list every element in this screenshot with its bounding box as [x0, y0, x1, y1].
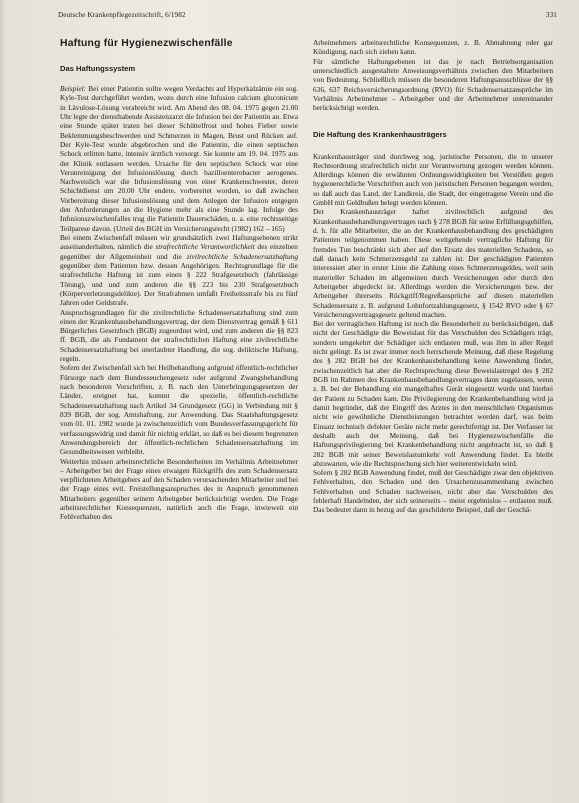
paragraph-continuation: Arbeitnehmers arbeitsrechtliche Konsequenzen, z. B. Abmahnung oder gar Kündigung, nach sich ziehen kann. — [313, 38, 553, 57]
emphasis-strafrechtlich: strafrechtliche Verantwortlichkeit — [155, 242, 255, 252]
left-column — [60, 38, 298, 522]
paragraph-beweislast: Bei der vertraglichen Haftung ist noch die Besonderheit zu berücksichtigen, daß nicht der Geschädigte die Beweislast für das Verschulden des Schädigers trägt, sondern umgekehrt der Schädiger sich entlasten muß, was ihm in aller Regel nicht gelingt. Es ist zwar immer noch herrschende Meinung, daß diese Regelung des § 282 BGB bei der Krankenhausbehandlung keine Anwendung findet, zwischenzeitlich hat aber die Rechtsprechung diese Beweislastregel des § 282 BGB im Rahmen des Krankenhausbehandlungsvertrages dann zugelassen, wenn z. B. bei der Behandlung ein mangelhaftes Gerät eingesetzt wurde und hierbei der Patient zu Schaden kam. Die Privilegierung der Krankenbehandlung wird ja damit begründet, daß der Eingriff des Arztes in den menschlichen Organismus nicht wie gewöhnliche Dienstleistungen betrachtet werden darf, was beim Einsatz technisch defekter Geräte nicht mehr gerechtfertigt ist. Der Verfasser ist deshalb auch der Meinung, daß bei Hygienezwischenfälle die Haftungsprivilegierung bei Krankenbehandlung nicht angebracht ist, so daß § 282 BGB mit seiner Beweislastumkehr voll Anwendung findet. Es bleibt abzuwarten, wie die Rechtsprechung sich hier weiterentwickeln wird. — [313, 319, 553, 468]
emphasis-zivilrechtlich: zivilrechtliche Schadenersatzhaftung — [186, 251, 298, 261]
text-run: gegenüber dem Patienten bzw. dessen Angehörigen. Rechtsgrundlage für die strafrechtliche Haftung ist zum einen § 222 Strafgesetzbuch (fahrlässige Tötung), und und zum anderen die §§ 223 bis 230 Strafgesetzbuch (Körperverletzungsdelikte). Der Strafrahmen umfaßt Freiheitsstrafe bis zu fünf Jahren oder Geldstrafe. — [60, 260, 298, 308]
paragraph-haftungsebenen — [60, 233, 298, 308]
page-edge-shadow — [0, 0, 6, 803]
paragraph-paragraph-282: Sofern § 282 BGB Anwendung findet, muß der Geschädigte zwar den objektiven Fehlverhalten, den Schaden und den Ursachenzusammenhang zwischen Fehlverhalten und Schaden nachweisen, nicht aber das Verschulden des fehlerhaft Handelnden, der sich seinerseits – meist ergebnislos – entlasten muß. Das bedeutet dann in bezug auf das geschilderte Beispiel, daß der Geschä- — [313, 468, 553, 515]
page-number: 331 — [545, 11, 557, 19]
section-heading-haftungssystem: Das Haftungssystem — [60, 64, 136, 73]
paragraph-vertragliche-haftung: Der Krankenhausträger haftet zivilrechtlich aufgrund des Krankenhausbehandlungsvertrages nach § 278 BGB für seine Erfüllungsgehilfen, d. h. für alle Mitarbeiter, die an der Krankenhausbehandlung des geschädigten Patienten teilgenommen haben. Diese weitgehende vertragliche Haftung für fremdes Tun beschränkt sich aber auf den Ersatz des materiellen Schadens, so daß danach kein Schmerzensgeld zu zahlen ist. Der geschädigten Patienten interessiert aber in erster Linie die Zahlung eines Schmerzensgeldes, weil sein materieller Schaden im allgemeinen durch Versicherungen oder durch den Arbeitgeber abgedeckt ist. Allerdings werden die Versicherungen bzw. der Arbeitgeber ihrerseits Rückgriff/Regreßansprüche auf diesen materiellen Schadensersatz z. B. aufgrund Lohnfortzahlungsgesetz, § 1542 RVO oder § 67 Versicherungsvertragsgesetz geltend machen. — [313, 207, 553, 319]
text-run: Bei einem Zwischenfall müssen wir grundsätzlich zwei Haftungsebenen strikt auseinanderhalten, nämlich die — [60, 233, 298, 252]
article-title: Haftung für Hygienezwischenfälle — [60, 38, 233, 49]
example-lead: Beispiel: — [60, 84, 87, 93]
section-heading-krankenhaustraeger: Die Haftung des Krankenhausträgers — [313, 129, 447, 139]
text-run: des einzelnen gegenüber der Allgemeinheit und die — [60, 242, 298, 261]
paragraph-haftungsebenen-2: Für sämtliche Haftungsebenen ist das je nach Betriebsorganisation unterschiedlich ausgestaltete Anweisungsverhältnis zwischen den Mitarbeitern von Bedeutung. Schließlich müssen die besonderen Haftungsausschlüsse der §§ 636, 637 Reichsversicherungsordnung (RVO) für Schadensersatzansprüche im Verhältnis Arbeitnehmer – Arbeitgeber und der Arbeitnehmer untereinander berücksichtigt werden. — [313, 56, 553, 113]
paragraph-anspruchsgrundlagen: Anspruchsgrundlagen für die zivilrechtliche Schadensersatzhaftung sind zum einen der Krankenhausbehandlungsvertrag, der dem Dienstvertrag gemäß § 611 Bürgerliches Gesetzbuch (BGB) zugeordnet wird, und zum anderen die §§ 823 ff. BGB, die als Fundament der strafrechtlichen Haftung eine zivilrechtliche Schadensersatzhaftung bei unerlaubter Handlung, die sog. deliktische Haftung, regeln. — [60, 307, 298, 364]
right-column — [313, 38, 553, 515]
paragraph-arbeitsrecht: Weiterhin müssen arbeitsrechtliche Besonderheiten im Verhältnis Arbeitnehmer – Arbeitgeber bei der Frage eines etwaigen Rückgriffs des zum Schadensersatz verpflichteten Arbeitgebers auf den Schaden verursachenden Mitarbeiter und bei der Frage eines evtl. Freistellungsanspruches des in Anspruch genommenen Mitarbeiters gegenüber seinem Arbeitgeber berücksichtigt werden. Die Frage arbeitsrechtlicher Konsequenzen, natürlich auch die Frage, inwieweit ein Fehlverhalten des — [60, 456, 298, 522]
paragraph-amtshaftung: Sofern der Zwischenfall sich bei Heilbehandlung aufgrund öffentlich-rechtlicher Fürsorge nach dem Bundesseuchengesetz oder aufgrund Zwangsbehandlung nach besonderen Vorschriften, z. B. nach den Unterbringungsgesetzen der Länder, ereignet hat, kommt die spezielle, öffentlich-rechtliche Schadensersatzhaftung nach Artikel 34 Grundgesetz (GG) in Verbindung mit § 839 BGB, der sog. Amtshaftung, zur Anwendung. Das Staatshaftungsgesetz vom 01. 01. 1982 wurde ja zwischenzeitlich vom Bundesverfassungsgericht für verfassungswidrig und damit für nichtig erklärt, so daß es bei diesem begrenzten Anwendungsbereich der öffentlich-rechtlichen Schadensersatzhaftung im Gesundheitswesen verbleibt. — [60, 363, 298, 457]
journal-name: Deutsche Krankenpflegezeitschrift, 6/1982 — [58, 11, 186, 19]
paragraph-juristische-personen: Krankenhausträger sind durchweg sog. juristische Personen, die in unserer Rechtsordnung strafrechtlich nicht zur Verantwortung gezogen werden können. Allerdings können die erwähnten Ordnungswidrigkeiten bei Verstößen gegen hygienerechtliche Vorschriften auch von juristischen Personen begangen werden, so daß auch das Land, der Landkreis, die Stadt, der eingetragene Verein und die GmbH mit Geldbußen belegt werden können. — [313, 151, 553, 208]
paragraph-example — [60, 84, 298, 233]
example-text: Bei einer Patientin sollte wegen Verdachts auf Hyperkalzämie ein sog. Kyle-Test durchgeführt werden, wozu durch eine Infusion calcium gluconicum in Lävulose-Lösung verabreicht wird. Am Abend des 08. 04. 1975 gegen 21.00 Uhr legte der diensthabende Assistenzarzt die Infusion bei der Patientin an. Etwa eine Stunde später traten bei dieser Schüttelfrost und hohes Fieber sowie Beklemmungsbeschwerden und Schmerzen in Magen, Brust und Rücken auf. Der Kyle-Test wurde abgebrochen und die Patientin, die einen septischen Schock erlitten hatte, intensiv ärztlich versorgt. Sie konnte am 19. 04. 1975 aus der Klinik entlassen werden. Ursache für den septischen Schock war eine Verunreinigung der Infusionslösung durch bazilloenterobacter aerogenes. Nachweislich war die Infusionslösung von einer Krankenschwester, deren Schichtdienst um 20.00 Uhr endete, vorbereitet worden, so daß zwischen Vorbereitung dieser Infusionslösung und dem Anlegen der Infusion entgegen den Anforderungen an die Hygiene mehr als eine Stunde lag. Infolge des Infusionszwischenfalles trug die Patientin Dauerschäden, u. a. eine rechtsseitige Teilparese davon. (Urteil des BGH im Versicherungsrecht (1982) 162 – 165) — [60, 84, 298, 233]
